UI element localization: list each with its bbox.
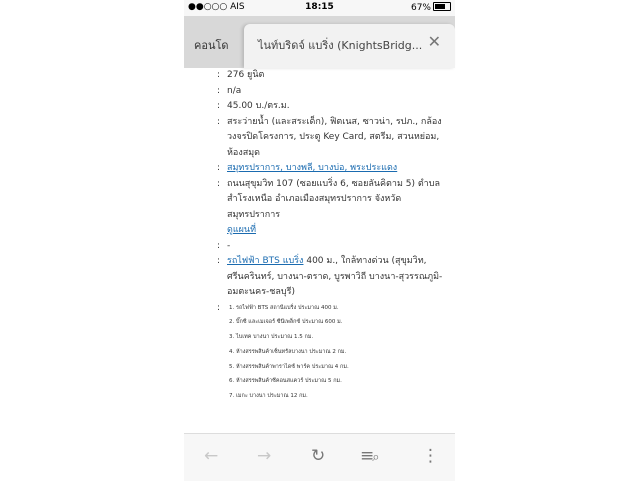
detail-facilities-value: สระว่ายน้ำ (และสระเด็ก), ฟิตเนส, ซาวน่า, รปภ., กล้องวงจรปิดโครงการ, ประตู Key Card, สตรีม, สวนหย่อม, ห้องสมุด [227,116,442,158]
list-item: 7. เมกะ บางนา ประมาณ 12 กม. [229,393,308,400]
list-item: 4. ห้างสรรพสินค้าเซ็นทรัลบางนา ประมาณ 2 กม. [229,348,347,355]
tab-active[interactable] [244,24,455,68]
list-item: 5. ห้างสรรพสินค้าพาราไดซ์ พาร์ค ประมาณ 4 กม. [229,363,349,370]
list-item: 3. ไบเทค บางนา ประมาณ 1.5 กม. [229,334,314,341]
map-link[interactable]: ดูแผนที่ [227,225,257,235]
battery-icon [433,2,451,11]
tab-bar [184,16,455,68]
reload-icon[interactable]: ↻ [311,446,326,466]
detail-units-value: 276 ยูนิต [227,70,265,80]
browser-window [184,0,455,480]
tab-active-title: ไนท์บริดจ์ แบริ่ง (KnightsBridg... [258,39,423,52]
carrier-signal: ●●○○○ AIS [188,2,245,12]
back-arrow-icon[interactable]: ← [204,446,219,466]
bts-link[interactable]: รถไฟฟ้า BTS แบริ่ง [227,256,304,266]
browser-toolbar [184,433,455,481]
forward-arrow-icon[interactable]: → [257,446,272,466]
close-tab-icon[interactable]: ✕ [427,32,441,51]
detail-na-value: n/a [227,85,242,96]
list-item: 1. รถไฟฟ้า BTS สถานีแบริ่ง ประมาณ 400 ม. [229,304,339,311]
transport-value: 400 ม., ใกล้ทางด่วน (สุขุมวิท, ศรีนครินทร์, บางนา-ตราด, บูรพาวิถี บางนา-สุวรรณภูมิ-อมตะนคร-ชลบุรี) [227,256,443,297]
detail-fee: : 45.00 บ./ตร.ม. [217,101,290,111]
detail-dash: : - [217,240,231,251]
address-value: ถนนสุขุมวิท 107 (ซอยแบริ่ง 6, ซอยลันคิตาม 5) ตำบลสำโรงเหนือ อำเภอเมืองสมุทรปราการ จังหวัดสมุทรปราการ [227,178,440,220]
tab-background-title: คอนโด [194,39,229,52]
page-content [217,68,450,433]
menu-icon[interactable]: ⋮ [422,446,439,466]
battery-percent: 67% [410,3,431,13]
detail-units: : 276 ยูนิต [217,70,265,80]
detail-na: : n/a [217,85,242,96]
list-item: 6. ห้างสรรพสินค้าซีคอนสแควร์ ประมาณ 5 กม. [229,378,342,385]
battery-status [411,2,451,13]
clock: 18:15 [305,2,334,12]
detail-transport: : รถไฟฟ้า BTS แบริ่ง 400 ม., ใกล้ทางด่วน (สุขุมวิท, ศรีนครินทร์, บางนา-ตราด, บูรพาวิถี บางนา-สุวรรณภูมิ-อมตะนคร-ชลบุรี) [217,256,443,297]
detail-fee-value: 45.00 บ./ตร.ม. [227,101,290,111]
status-bar [184,0,455,16]
detail-dash-value: - [227,240,231,251]
nearby-list: : 1. รถไฟฟ้า BTS สถานีแบริ่ง ประมาณ 400 ม. 2. บิ๊กซี และเมเจอร์ ซีนีเพล็กซ์ ประมาณ 600 ม. 3. ไบเทค บางนา ประมาณ 1.5 กม. 4. ห้างสรรพสินค้าเซ็นทรัลบางนา ประมาณ 2 กม. 5. ห้างสรรพสินค้าพาราไดซ์ พาร์ค ประมาณ 4 กม. 6. ห้างสรรพสินค้าซีคอนสแควร์ ประมาณ 5 กม. 7. เมกะ บางนา ประมาณ 12 กม. [220,301,450,405]
find-lines-icon: ≡ [360,446,375,466]
area-link[interactable]: สมุทรปราการ, บางพลี, บางบ่อ, พระประแดง [227,163,398,173]
list-item: 2. บิ๊กซี และเมเจอร์ ซีนีเพล็กซ์ ประมาณ 600 ม. [229,319,343,326]
detail-area: : สมุทรปราการ, บางพลี, บางบ่อ, พระประแดง [217,163,398,173]
find-in-page-icon[interactable]: ≡⌕ [360,446,380,466]
detail-address: : ถนนสุขุมวิท 107 (ซอยแบริ่ง 6, ซอยลันคิตาม 5) ตำบลสำโรงเหนือ อำเภอเมืองสมุทรปราการ จังหวัดสมุทรปราการ ดูแผนที่ [217,178,440,235]
detail-facilities: : สระว่ายน้ำ (และสระเด็ก), ฟิตเนส, ซาวน่า, รปภ., กล้องวงจรปิดโครงการ, ประตู Key Card, สตรีม, สวนหย่อม, ห้องสมุด [217,116,442,158]
